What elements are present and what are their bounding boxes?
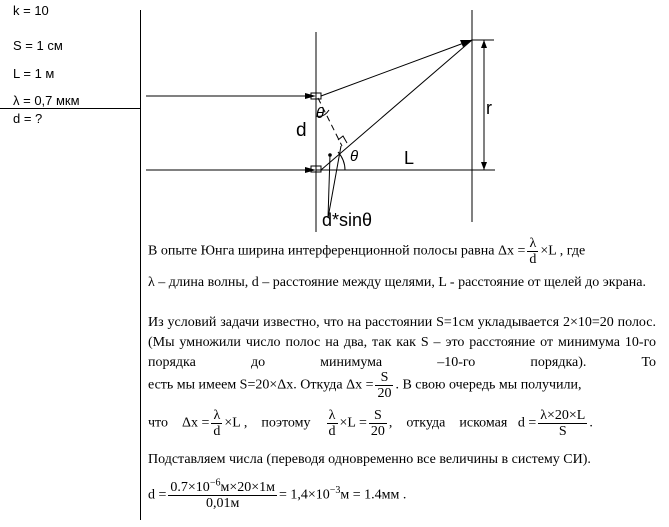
p4-text: есть мы имеем S=20×Δx. Откуда xyxy=(148,377,343,393)
p5-xl1: ×L , xyxy=(224,415,248,431)
fraction-lambda-d xyxy=(527,236,538,267)
frac-num: λ xyxy=(327,408,338,424)
frac-den: d xyxy=(213,424,221,439)
frac-num: λ×20×L xyxy=(540,408,586,423)
f-end: м = 1.4мм . xyxy=(340,487,407,503)
frac-den: 20 xyxy=(370,424,385,439)
frac-den: 0,01м xyxy=(206,496,240,511)
fraction-d-result xyxy=(538,408,587,439)
find-d: d = ? xyxy=(13,111,43,126)
final-formula xyxy=(148,477,407,511)
p5-text-e: искомая xyxy=(459,415,508,431)
given-l: L = 1 м xyxy=(13,66,55,81)
label-d-sin-theta: d*sinθ xyxy=(322,210,373,230)
frac-num: S xyxy=(369,408,387,424)
paragraph-4 xyxy=(148,370,582,401)
f-deq: d = xyxy=(148,487,167,503)
frac-num xyxy=(168,477,277,496)
label-l: L xyxy=(404,148,415,168)
fraction-lambda-d-1 xyxy=(211,408,222,439)
f-num-a: 0.7×10 xyxy=(170,480,210,495)
young-experiment-diagram xyxy=(0,0,669,240)
p1-text: В опыте Юнга ширина интерференционной полосы равна xyxy=(148,243,495,259)
paragraph-5 xyxy=(148,408,593,439)
p5-text-d: откуда xyxy=(406,415,446,431)
fraction-lambda-d-2 xyxy=(327,408,338,439)
fraction-s-20-b xyxy=(369,408,387,439)
paragraph-6: Подставляем числа (переводя одновременно все величины в систему СИ). xyxy=(148,452,591,467)
frac-num: λ xyxy=(527,236,538,252)
frac-num: S xyxy=(375,370,393,386)
label-r: r xyxy=(486,98,492,118)
paragraph-2: λ – длина волны, d – расстояние между щелями, L - расстояние от щелей до экрана. xyxy=(148,275,647,290)
p5-dx: Δx = xyxy=(181,415,210,431)
p5-xl2: ×L = xyxy=(339,415,367,431)
p1-times-l: ×L xyxy=(540,243,557,259)
label-theta-top: θ xyxy=(316,105,325,122)
f-num-exp: −6 xyxy=(209,477,221,489)
given-k: k = 10 xyxy=(13,3,49,18)
p5-text-a: что xyxy=(148,415,168,431)
p5-deq: d = xyxy=(517,415,537,431)
frac-den: S xyxy=(558,424,567,439)
p4-end: . В свою очередь мы получили, xyxy=(395,377,582,393)
p5-comma: , xyxy=(388,415,393,431)
frac-den: 20 xyxy=(377,386,392,401)
paragraph-1 xyxy=(148,236,585,267)
p4-dx: Δx = xyxy=(346,377,374,393)
frac-num: λ xyxy=(211,408,222,424)
paragraph-3: Из условий задачи известно, что на расстоянии S=1см укладывается 2×10=20 полос. (Мы умножили число полос на два, так как S – это расстояние от минимума 10-го порядка до минимума –10-го порядка). То xyxy=(148,315,656,370)
p1-dx: Δx = xyxy=(497,243,526,259)
p5-text-b: поэтому xyxy=(261,415,311,431)
f-mid-exp: −3 xyxy=(329,485,341,497)
frac-den: d xyxy=(328,424,336,439)
f-num-b: м×20×1м xyxy=(220,480,275,495)
f-mid: = 1,4×10 xyxy=(278,487,330,503)
label-theta-bottom: θ xyxy=(350,148,359,165)
given-lambda: λ = 0,7 мкм xyxy=(13,93,80,108)
label-d: d xyxy=(296,120,307,141)
fraction-s-20 xyxy=(375,370,393,401)
given-s: S = 1 см xyxy=(13,38,63,53)
p5-end: . xyxy=(589,415,593,431)
fraction-final xyxy=(168,477,277,511)
p1-end: , где xyxy=(559,243,586,259)
frac-den: d xyxy=(529,252,537,267)
